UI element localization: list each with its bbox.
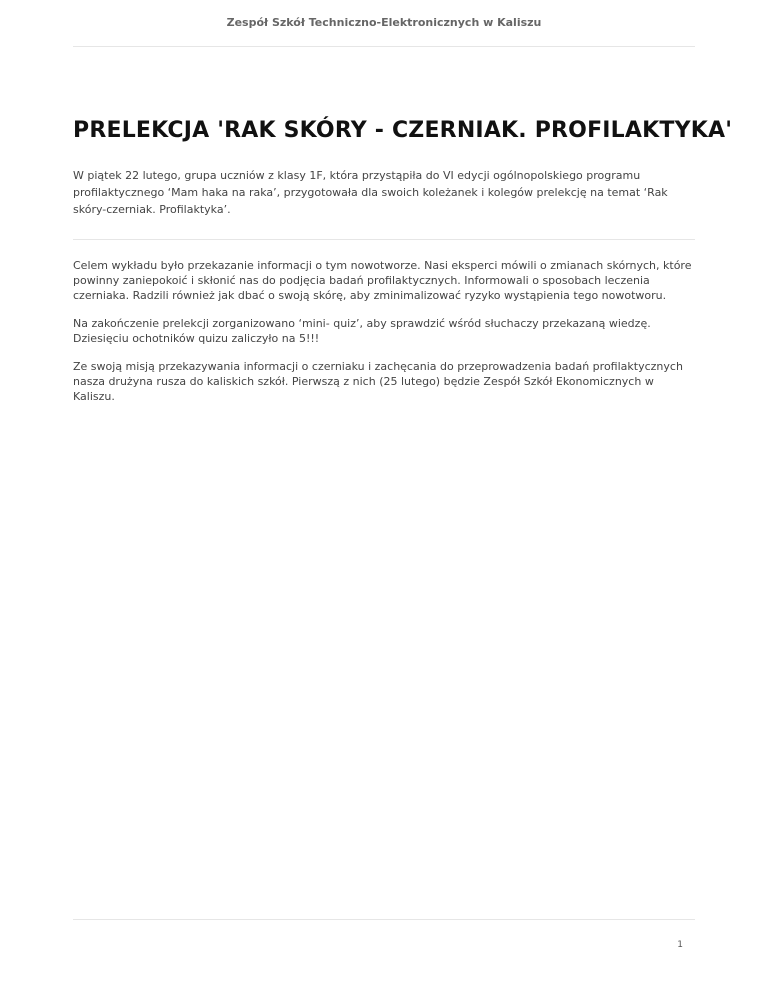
page-title: PRELEKCJA 'RAK SKÓRY - CZERNIAK. PROFILAKTYKA'	[73, 118, 733, 143]
header-school-name: Zespół Szkół Techniczno-Elektronicznych w Kaliszu	[226, 16, 542, 29]
paragraph: Na zakończenie prelekcji zorganizowano ‘mini- quiz’, aby sprawdzić wśród słuchaczy przekazaną wiedzę. Dziesięciu ochotników quizu zaliczyło na 5!!!	[73, 317, 651, 345]
page-footer	[73, 919, 695, 950]
article	[73, 118, 733, 404]
paragraph: Ze swoją misją przekazywania informacji o czerniaku i zachęcania do przeprowadzenia badań profilaktycznych nasza drużyna rusza do kaliskich szkół. Pierwszą z nich (25 lutego) będzie Zespół Szkół Ekonomicznych w Kaliszu.	[73, 360, 683, 403]
divider	[73, 239, 695, 240]
paragraph: Celem wykładu było przekazanie informacji o tym nowotworze. Nasi eksperci mówili o zmianach skórnych, które powinny zaniepokoić i skłonić nas do podjęcia badań profilaktycznych. Informowali o sposobach leczenia czerniaka. Radzili również jak dbać o swoją skórę, aby zminimalizować ryzyko wystąpienia tego nowotworu.	[73, 259, 692, 302]
page-number: 1	[677, 940, 683, 950]
page-header	[73, 0, 695, 47]
article-lead: W piątek 22 lutego, grupa uczniów z klasy 1F, która przystąpiła do VI edycji ogólnopolskiego programu profilaktycznego ‘Mam haka na raka’, przygotowała dla swoich koleżanek i kolegów prelekcję na temat ‘Rak skóry-czerniak. Profilaktyka’.	[73, 169, 668, 216]
